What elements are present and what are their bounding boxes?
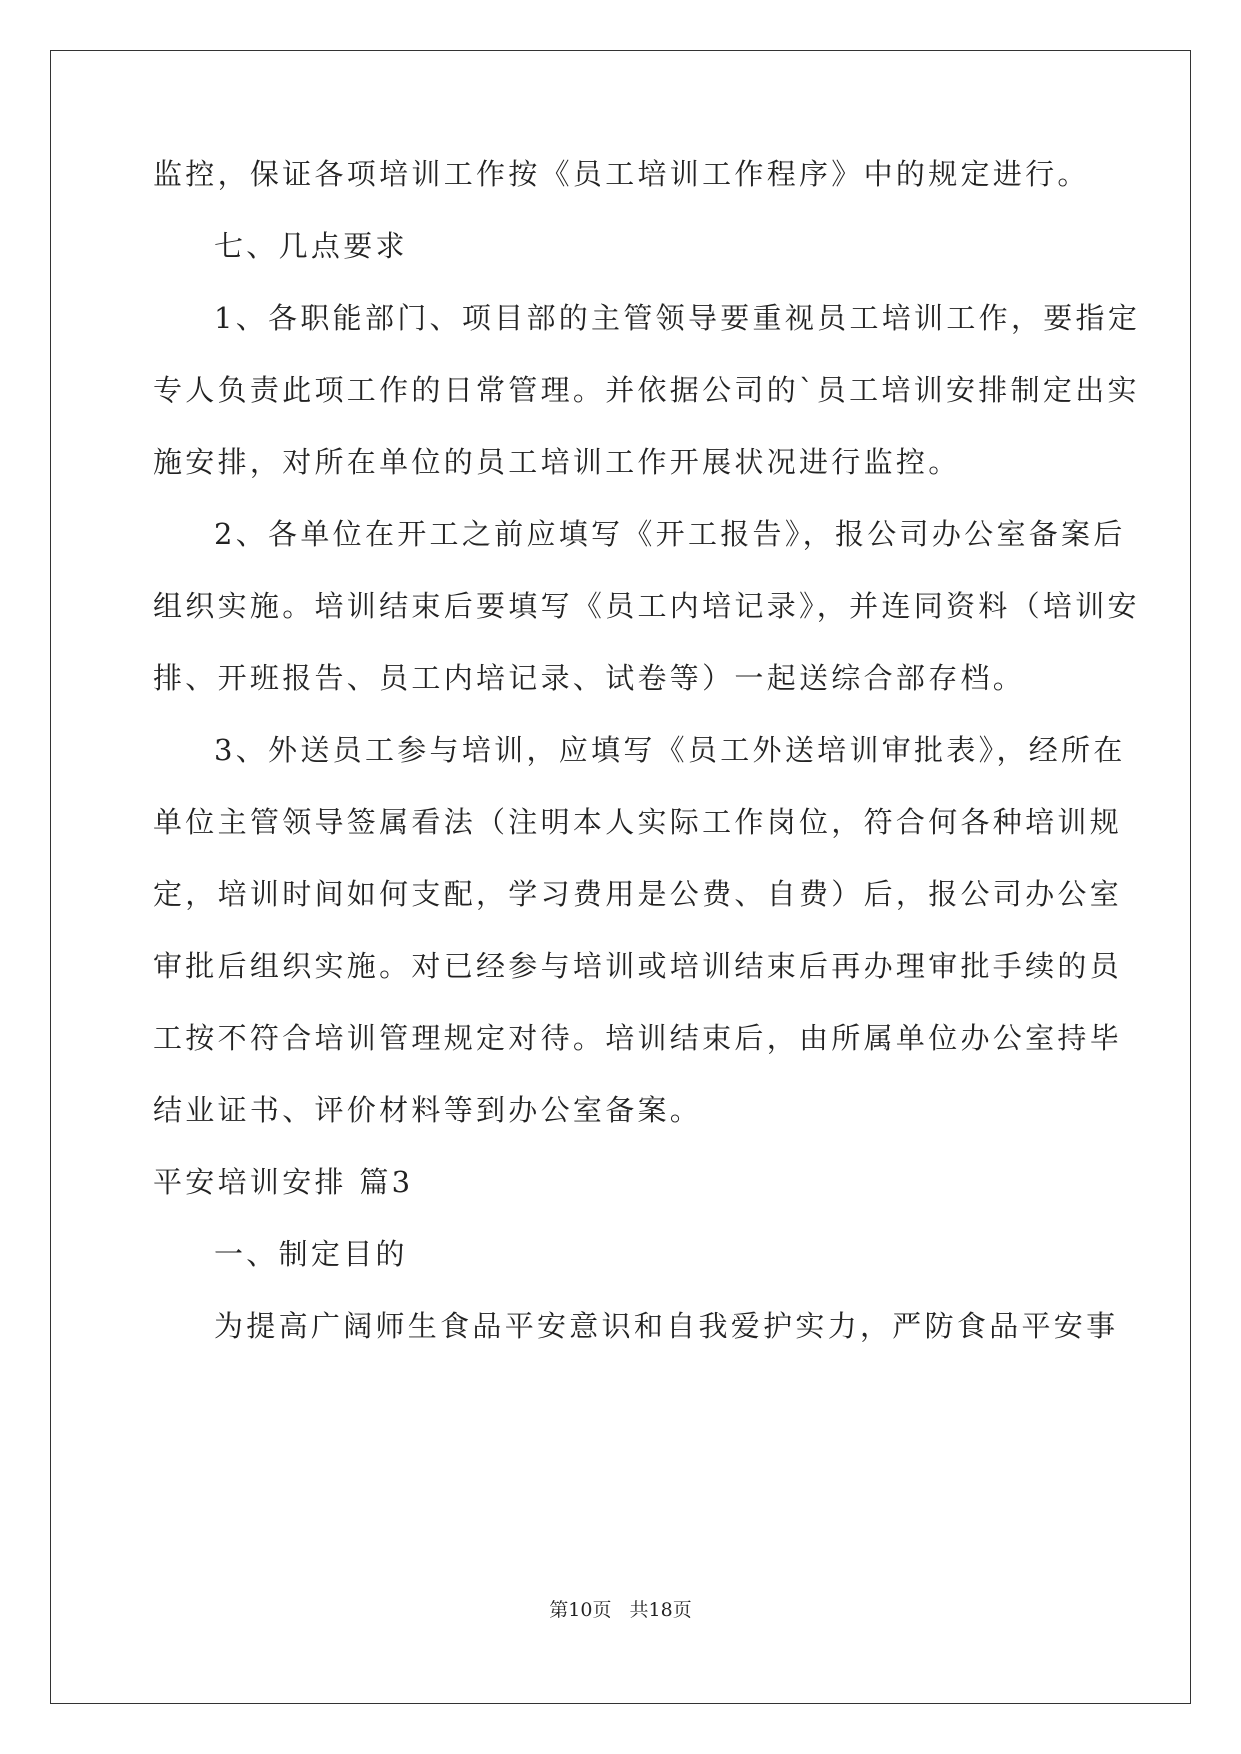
body-line: 施安排，对所在单位的员工培训工作开展状况进行监控。 xyxy=(153,445,961,479)
body-line: 2、各单位在开工之前应填写《开工报告》，报公司办公室备案后 xyxy=(214,517,1126,551)
body-line: 为提高广阔师生食品平安意识和自我爱护实力，严防食品平安事 xyxy=(214,1309,1119,1343)
article-title: 平安培训安排 篇3 xyxy=(153,1165,414,1199)
page-footer xyxy=(0,1598,1241,1622)
section-heading: 七、几点要求 xyxy=(214,229,408,263)
body-line: 定，培训时间如何支配，学习费用是公费、自费）后，报公司办公室 xyxy=(153,877,1123,911)
body-line: 工按不符合培训管理规定对待。培训结束后，由所属单位办公室持毕 xyxy=(153,1021,1123,1055)
body-line: 专人负责此项工作的日常管理。并依据公司的`员工培训安排制定出实 xyxy=(153,373,1140,407)
body-line: 监控，保证各项培训工作按《员工培训工作程序》中的规定进行。 xyxy=(153,157,1090,191)
body-line: 排、开班报告、员工内培记录、试卷等）一起送综合部存档。 xyxy=(153,661,1026,695)
body-line: 组织实施。培训结束后要填写《员工内培记录》，并连同资料（培训安 xyxy=(153,589,1140,623)
body-line: 审批后组织实施。对已经参与培训或培训结束后再办理审批手续的员 xyxy=(153,949,1123,983)
body-line: 1、各职能部门、项目部的主管领导要重视员工培训工作，要指定 xyxy=(214,301,1141,335)
page-number: 第10页 xyxy=(549,1599,612,1621)
section-heading: 一、制定目的 xyxy=(214,1237,408,1271)
body-line: 单位主管领导签属看法（注明本人实际工作岗位，符合何各种培训规 xyxy=(153,805,1123,839)
page-total: 共18页 xyxy=(629,1599,692,1621)
body-line: 结业证书、评价材料等到办公室备案。 xyxy=(153,1093,703,1127)
body-line: 3、外送员工参与培训，应填写《员工外送培训审批表》，经所在 xyxy=(214,733,1126,767)
